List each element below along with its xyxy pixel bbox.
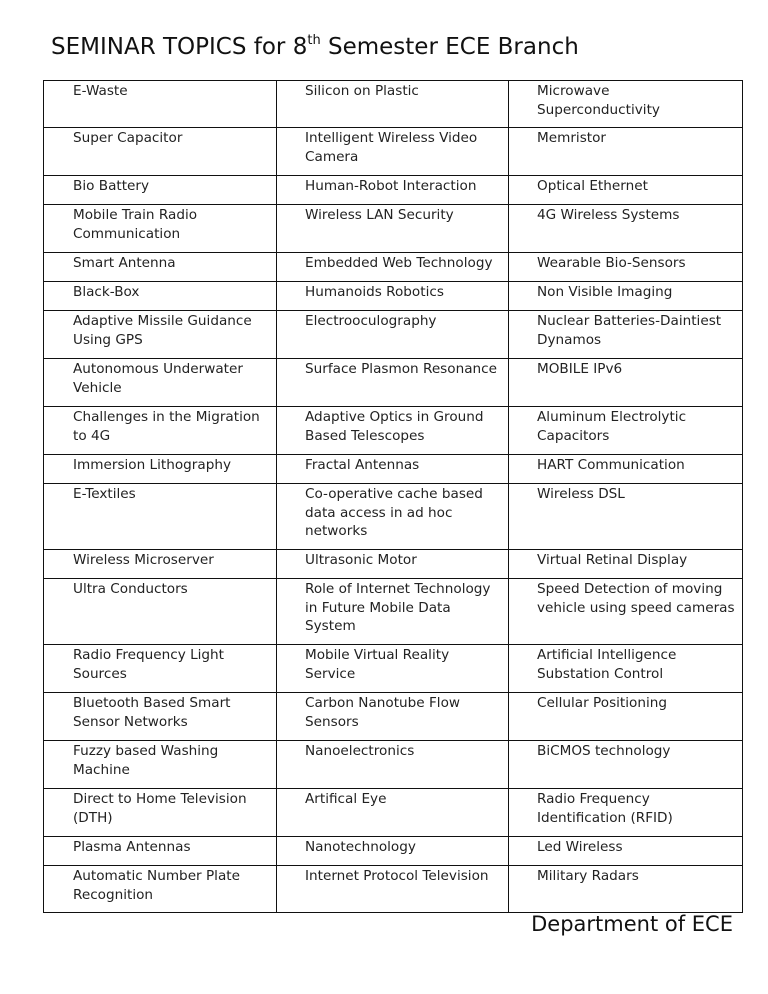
topic-label: Black-Box: [73, 284, 140, 300]
title-superscript: th: [307, 33, 321, 48]
table-cell: [44, 866, 277, 913]
table-row: [44, 176, 743, 205]
table-cell: [509, 579, 743, 645]
topic-label: Mobile Train Radio Communication: [73, 207, 198, 242]
topic-label: Nanoelectronics: [305, 743, 415, 759]
topic-label: Bio Battery: [73, 178, 150, 194]
table-cell: [509, 550, 743, 579]
table-row: [44, 407, 743, 455]
table-row: [44, 645, 743, 693]
table-row: [44, 837, 743, 866]
table-cell: [509, 866, 743, 913]
topic-label: Internet Protocol Television: [305, 868, 489, 884]
topic-label: Bluetooth Based Smart Sensor Networks: [73, 695, 231, 730]
topic-label: E-Waste: [73, 83, 128, 99]
table-cell: [509, 645, 743, 693]
topic-label: Artifical Eye: [305, 791, 387, 807]
table-cell: [44, 359, 277, 407]
topic-label: Aluminum Electrolytic Capacitors: [537, 409, 687, 444]
title-suffix: Semester ECE Branch: [320, 34, 579, 60]
table-cell: [277, 645, 509, 693]
table-cell: [509, 837, 743, 866]
seminar-topics-table: [43, 80, 743, 913]
topic-label: Nuclear Batteries-Daintiest Dynamos: [537, 313, 722, 348]
department-footer: Department of ECE: [531, 912, 733, 936]
table-cell: [509, 359, 743, 407]
topic-label: Autonomous Underwater Vehicle: [73, 361, 243, 396]
table-cell: [509, 282, 743, 311]
topic-label: Cellular Positioning: [537, 695, 667, 711]
table-row: [44, 81, 743, 128]
table-row: [44, 866, 743, 913]
topic-label: Silicon on Plastic: [305, 83, 419, 99]
topic-label: Smart Antenna: [73, 255, 176, 271]
table-row: [44, 253, 743, 282]
table-cell: [277, 176, 509, 205]
table-cell: [277, 579, 509, 645]
table-cell: [44, 311, 277, 359]
topic-label: Radio Frequency Identification (RFID): [537, 791, 673, 826]
table-cell: [277, 866, 509, 913]
topic-label: Speed Detection of moving vehicle using speed cameras: [537, 581, 735, 616]
table-cell: [44, 741, 277, 789]
topic-label: Led Wireless: [537, 839, 623, 855]
table-cell: [277, 282, 509, 311]
topic-label: Wireless Microserver: [73, 552, 214, 568]
table-cell: [277, 81, 509, 128]
table-cell: [44, 550, 277, 579]
table-row: [44, 484, 743, 550]
table-cell: [44, 407, 277, 455]
table-cell: [44, 205, 277, 253]
table-cell: [277, 693, 509, 741]
topic-label: Radio Frequency Light Sources: [73, 647, 224, 682]
table-cell: [277, 253, 509, 282]
topic-label: Carbon Nanotube Flow Sensors: [305, 695, 461, 730]
table-row: [44, 455, 743, 484]
table-row: [44, 789, 743, 837]
topic-label: Electrooculography: [305, 313, 437, 329]
table-cell: [44, 789, 277, 837]
table-cell: [509, 205, 743, 253]
topic-label: 4G Wireless Systems: [537, 207, 680, 223]
table-cell: [44, 455, 277, 484]
topic-label: Microwave Superconductivity: [537, 83, 660, 118]
topic-label: Surface Plasmon Resonance: [305, 361, 497, 377]
table-cell: [44, 484, 277, 550]
topic-label: Adaptive Missile Guidance Using GPS: [73, 313, 252, 348]
topic-label: Optical Ethernet: [537, 178, 648, 194]
table-cell: [277, 407, 509, 455]
topic-label: Nanotechnology: [305, 839, 416, 855]
topic-label: Challenges in the Migration to 4G: [73, 409, 260, 444]
topic-label: Mobile Virtual Reality Service: [305, 647, 450, 682]
topic-label: Automatic Number Plate Recognition: [73, 868, 240, 903]
table-cell: [44, 645, 277, 693]
table-cell: [277, 789, 509, 837]
topic-label: Humanoids Robotics: [305, 284, 444, 300]
topic-label: Plasma Antennas: [73, 839, 191, 855]
table-cell: [277, 455, 509, 484]
title-prefix: SEMINAR TOPICS for 8: [51, 34, 308, 60]
table-cell: [44, 81, 277, 128]
table-cell: [509, 741, 743, 789]
table-cell: [509, 455, 743, 484]
page-title: [51, 33, 579, 60]
table-cell: [44, 693, 277, 741]
table-cell: [509, 407, 743, 455]
topic-label: Role of Internet Technology in Future Mobile Data System: [305, 581, 491, 634]
topic-label: Intelligent Wireless Video Camera: [305, 130, 478, 165]
table-body: [44, 81, 743, 913]
table-cell: [509, 176, 743, 205]
topic-label: Wireless DSL: [537, 486, 625, 502]
table-row: [44, 311, 743, 359]
topic-label: Super Capacitor: [73, 130, 183, 146]
topic-label: Immersion Lithography: [73, 457, 232, 473]
table-cell: [277, 484, 509, 550]
table-cell: [277, 311, 509, 359]
topic-label: Ultrasonic Motor: [305, 552, 417, 568]
table-row: [44, 693, 743, 741]
topic-label: Fuzzy based Washing Machine: [73, 743, 219, 778]
topic-label: Military Radars: [537, 868, 639, 884]
topic-label: Adaptive Optics in Ground Based Telescopes: [305, 409, 484, 444]
table-cell: [509, 128, 743, 176]
topic-label: HART Communication: [537, 457, 685, 473]
table-cell: [509, 484, 743, 550]
table-cell: [44, 282, 277, 311]
topic-label: Artificial Intelligence Substation Control: [537, 647, 677, 682]
topic-label: Wireless LAN Security: [305, 207, 454, 223]
table-cell: [509, 789, 743, 837]
table-row: [44, 550, 743, 579]
topic-label: Virtual Retinal Display: [537, 552, 688, 568]
table-row: [44, 282, 743, 311]
table-row: [44, 579, 743, 645]
topic-label: Human-Robot Interaction: [305, 178, 477, 194]
table-cell: [277, 359, 509, 407]
topic-label: Direct to Home Television (DTH): [73, 791, 247, 826]
topic-label: BiCMOS technology: [537, 743, 671, 759]
topic-label: Non Visible Imaging: [537, 284, 673, 300]
table-row: [44, 359, 743, 407]
topic-label: Fractal Antennas: [305, 457, 420, 473]
topic-label: MOBILE IPv6: [537, 361, 623, 377]
topic-label: Memristor: [537, 130, 607, 146]
topic-label: E-Textiles: [73, 486, 136, 502]
topic-label: Co-operative cache based data access in ad hoc networks: [305, 486, 483, 539]
table-cell: [277, 205, 509, 253]
table-cell: [277, 550, 509, 579]
table-cell: [277, 837, 509, 866]
table-cell: [277, 741, 509, 789]
table-row: [44, 128, 743, 176]
table-cell: [44, 176, 277, 205]
table-cell: [509, 693, 743, 741]
table-cell: [44, 579, 277, 645]
table-row: [44, 205, 743, 253]
table-cell: [509, 311, 743, 359]
table-cell: [509, 81, 743, 128]
table-cell: [44, 837, 277, 866]
table-row: [44, 741, 743, 789]
table-cell: [44, 128, 277, 176]
topic-label: Embedded Web Technology: [305, 255, 493, 271]
topic-label: Wearable Bio-Sensors: [537, 255, 686, 271]
table-cell: [44, 253, 277, 282]
table-cell: [277, 128, 509, 176]
table-cell: [509, 253, 743, 282]
topic-label: Ultra Conductors: [73, 581, 188, 597]
